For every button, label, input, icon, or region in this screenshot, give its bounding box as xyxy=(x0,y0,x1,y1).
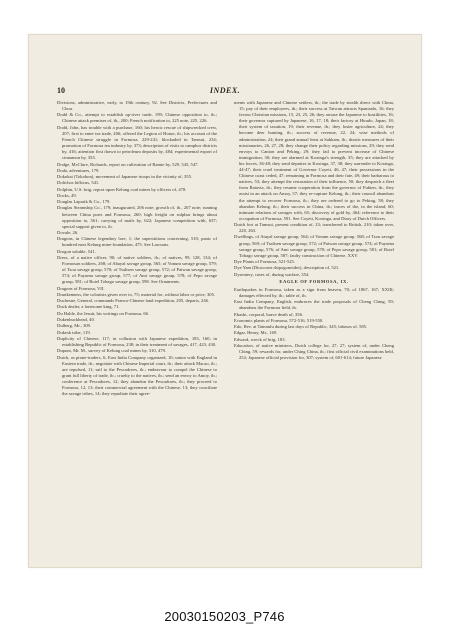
index-entry: Docks, 49. xyxy=(57,192,77,198)
index-entry: Dulberg, Mr., 309. xyxy=(57,323,92,329)
index-entry: Dragons of Formosa, VII. xyxy=(57,285,105,291)
index-entry: Duchesne, General, commands Franco-Chinese land expedition, 205, departs, 246. xyxy=(57,298,210,304)
index-entry: Dye Yam (Dioscorea rhipogonoides), description of, 521. xyxy=(234,265,340,271)
index-entry: Duplicity of Chinese, 117; in collusion with Japanese expedition, 183, 160; in establishing Republic of Formosa, 238; in their treatment of savages, 417, 423, 430. xyxy=(57,335,217,347)
index-entry: Dokokai (Tokohon), movement of Japanese troops in the vicinity of, 355. xyxy=(57,174,193,180)
index-column-right xyxy=(234,100,394,361)
index-entry: Drunkenness, the colonists given over to, 75; material for, without labor or price, 305. xyxy=(57,291,216,297)
index-entry: Dolphin, U.S. brig, report upon Kelung coal mines by officers of, 478. xyxy=(57,186,187,192)
index-column-left xyxy=(57,100,217,397)
index-entry: Dolichos biflorus, 541. xyxy=(57,180,100,186)
index-entry: Douglas Steamship Co., 179; inaugurated, 206 note; growth of, ib., 207 note; running between China ports and Formosa, 260; high freight on sulphur brings about opposition to, 561; carrying of mails by, 622; Japanese competition with, 637; special support given to, ib. xyxy=(57,205,217,229)
index-entry: Dye Plants of Formosa, 521-525. xyxy=(234,259,295,264)
index-entry: Edward, wreck of brig, 183. xyxy=(234,336,286,342)
index-entry: Edo, Rev. at Tainanfu during last days of Republic, 345; labours of, 585. xyxy=(234,324,368,330)
index-entry: Douglas Lapraik & Co., 179. xyxy=(57,199,111,205)
image-caption: 20030150203_P746 xyxy=(164,609,285,624)
index-entry: Dodd & Co., attempt to establish up-river trade, 199; Chinese opposition to, ib.; Chinese attack premises of, ib., 200; French notification to, 225 note, 225, 226. xyxy=(57,112,217,124)
index-entry: Dodd, John, has trouble with a purchase, 160; his heroic rescue of shipwrecked crew, 207; first to enter tea trade, 206; offered the Legion of Honor, ib.; his account of the French Chinese struggle in Formosa, 229-241; blockaded in Tamsui, 234; promotion of Formosa tea industry by, 373; description of visits to camphor districts by, 416; attention first drawn to petroleum deposits by, 484; experimental export of cinnamon by, 355. xyxy=(57,124,217,161)
page-number: 10 xyxy=(57,86,65,95)
index-entry: Dwellings, of Atayal savage group, 564; of Vonum savage group, 568; of Tsou savage group, 569; of Tsalisen savage group, 572; of Paiwan savage group, 574; of Puyuma savage group, 576; of Ami savage group, 578; of Pepo savage group, 581; of Botel Tobago savage group, 587; faulty construction of Chinese, XXV. xyxy=(234,234,394,258)
index-entry: Dodge, McClure, Richards, report on cultivation of Ramie by, 529, 545, 547. xyxy=(57,161,199,167)
index-entry: Doda, adventures, 179. xyxy=(57,167,100,173)
index-entry: Dukesk tribe, 119. xyxy=(57,329,91,335)
index-entry: Dovale, 26. xyxy=(57,230,79,236)
index-entry: Drogon soluble, 541. xyxy=(57,248,96,254)
index-entry: Dupont, Mr. M., survey of Kelung coal mines by, 310, 479. xyxy=(57,348,167,354)
index-entry: Economic plants of Formosa, 572-516, 519-550. xyxy=(234,317,324,323)
index-entry: ments with Japanese and Chinese settlers, ib.; the trade by stealth direct with China, 15; pay of their employees, ib.; their success at Taiwan attracts Spaniards, 16; they favour Christian missions, 15, 23, 25, 26; they arouse the Japanese to hostilities, 16; their governor captured by Japanese, 16, 17, 18; their factory at Hirado, Japan, 18; their system of taxation, 19; their revenue, ib.; they foster agriculture, 24; they become deer hunting, ib.; success of revenue, 22, 24; wise methods of administration, 24; their grand annual feast at Sakkam, ib.; drastic measures of their missionaries, 26, 27, 28; they change their policy regarding missions, 29; they send envoys to Canton and Peking, 29; they fail to prevent increase of Chinese immigration, 30; they are alarmed at Koxinga's strength, 35; they are attacked by his forces, 36-48; they send deputies to Koxinga, 37, 38; they surrender to Koxinga, 44-47; their cruel treatment of Governor Coyett, 46, 47; their possessions in the Chinese coast ceded, 47; remaining in Formosa and their fate, 49; their barbarous to natives, 53; they attempt the restoration of their influence, 50; they despatch a fleet from Batavia, ib.; they resume cooperation from the governor of Fukien, ib.; they assist in an attack on Amoy, 57; they re-capture Kelung, ib.; their council abandons the attempt to recover Formosa, ib.; they are ordered to go to Peking, 58; they abandon Kelung, ib.; their success in China, ib.; traces of the, in the island, 60; intimate relations of savages with, 65; discovery of gold by, 464; reference to their occupation of Formosa, 591. See Coyett, Koxinga, and Diary of Dutch Officers. xyxy=(234,100,394,221)
index-entry: Dukenbuckhead, 40. xyxy=(57,317,95,323)
page-header xyxy=(57,86,393,96)
index-entry: Dysentery, cases of, during warfare, 354. xyxy=(234,271,310,277)
index-section-heading: EAGLE OF FORMOSA, IX. xyxy=(279,279,349,285)
index-entry: Ebashi, corporal, brave death of, 356. xyxy=(234,311,304,317)
page-title: INDEX. xyxy=(209,86,241,95)
index-entry: Dragons, in Chinese legendary lore, 1; the superstitious concerning, 510; panic of hundred near Kelung mine-foundation, 475. See Lawsons. xyxy=(57,236,217,248)
index-entry: Dutch, as pirate-traders, 6; East India Company organized, 10; union with England in Eastern trade, ib.; negotiate with Chinese Imperial court, ib.; their attack Macao, ib.; are repulsed, 11; sail to the Pescadores, ib.; endeavour to compel the Chinese to grant full liberty of trade, ib.; cruelty to the natives, ib.; send an envoy to Amoy, ib.; conference at Pescadores, 12; they abandon the Pescadores, ib.; they proceed to Formosa, 12, 13; their commercial agreement with the Chinese, 13; they conciliate the savage tribes, 14; they repudiate their agree- xyxy=(57,354,217,397)
index-entry: Earthquakes in Formosa, taken as a sign from heaven, 70; of 1867, 167; XXIII; damages effected by, ib.; table of, ib. xyxy=(234,286,394,298)
index-entry: Education, of native ministers, Dutch college for, 27; 27; system of, under Cheng Ching, 59; rewards for, under Ching China, ib.; first official civil examinations held, 252; Japanese official provision for, 307; system of, 601-614; future Japanese xyxy=(234,342,394,361)
index-entry: Dress, of a native officer, 90; of native soldiers, ib.; of natives, 99, 128, 134; of Formosan soldiers, 268; of Abayal savage group, 565; of Vonum savage group, 579; of Tsou savage group, 570; of Tsalisen savage group, 572; of Paiwan savage group, 574; of Puyuma savage group, 577; of Ami savage group, 578; of Pepo savage group, 581; of Botel Tobago savage group, 598. See Ornaments. xyxy=(57,254,217,285)
index-entry: Dutch fort at Tamsui, present condition of, 23; transferred to British, 210; taken over, 220, 263. xyxy=(234,222,394,234)
index-entry: Du Halde, the Jesuit, his writings on Formosa, 66. xyxy=(57,310,150,316)
index-entry: Duck dealer, a lonesome king, 71. xyxy=(57,304,120,310)
index-entry: East India Company, English, embraces the trade proposals of Cheng Ching, 59; abandons the Formosa field, ib. xyxy=(234,299,394,311)
index-entry: Edgar, Henry, Mr., 169. xyxy=(234,330,278,336)
index-entry: Divisions, administrative, early, to 19th century, 92. See Districts, Prefectures and Chou. xyxy=(57,100,217,112)
